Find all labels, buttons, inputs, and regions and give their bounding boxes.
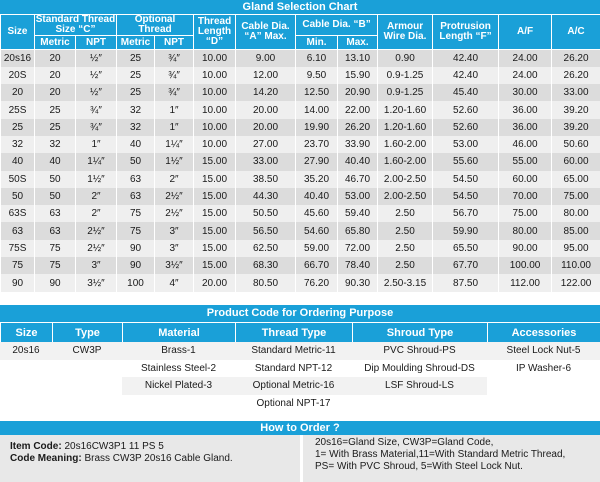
header-protrusion: Protrusion Length “F” (433, 15, 499, 50)
pc-header-type: Type (53, 323, 123, 343)
cell-thread-length: 15.00 (194, 171, 236, 188)
cell-npt: 2″ (76, 205, 117, 222)
table-row (1, 119, 600, 136)
cell-thread-length: 15.00 (194, 257, 236, 274)
cell-armour: 0.9-1.25 (378, 84, 433, 101)
explanation-line: 20s16=Gland Size, CW3P=Gland Code, (315, 437, 494, 448)
cell-protrusion: 87.50 (433, 274, 499, 291)
header-cable-dia-a: Cable Dia. “A” Max. (236, 15, 296, 50)
header-max: Max. (338, 36, 378, 50)
cell-armour: 1.60-2.00 (378, 136, 433, 153)
cell-thread-length: 15.00 (194, 153, 236, 170)
cell-protrusion: 54.50 (433, 171, 499, 188)
cell-opt-npt: 3″ (155, 240, 194, 257)
cell-opt-metric: 32 (117, 101, 155, 118)
header-opt-npt: NPT (155, 36, 194, 50)
cell-opt-npt: 4″ (155, 274, 194, 291)
cell-af: 55.00 (499, 153, 552, 170)
cell-cable-a: 9.00 (236, 50, 296, 67)
cell-opt-metric: 75 (117, 205, 155, 222)
cell-ac: 85.00 (552, 222, 600, 239)
cell-protrusion: 53.00 (433, 136, 499, 153)
cell-npt: 3″ (76, 257, 117, 274)
cell-armour: 2.50 (378, 205, 433, 222)
cell-cable-b-min: 40.40 (296, 188, 338, 205)
cell-cable-b-min: 59.00 (296, 240, 338, 257)
cell-cable-b-max: 22.00 (338, 101, 378, 118)
cell-thread-length: 15.00 (194, 240, 236, 257)
cell-size: 50S (1, 171, 35, 188)
header-cable-dia-b: Cable Dia. “B” (296, 15, 378, 36)
cell-cable-b-min: 66.70 (296, 257, 338, 274)
pc-option-thread-type: Standard NPT-12 (235, 360, 352, 378)
cell-thread-length: 15.00 (194, 188, 236, 205)
table-row (1, 188, 600, 205)
table-row (1, 101, 600, 118)
cell-opt-metric: 40 (117, 136, 155, 153)
cell-size: 25S (1, 101, 35, 118)
product-code-options (0, 342, 600, 417)
cell-af: 24.00 (499, 67, 552, 84)
cell-npt: 1¼″ (76, 153, 117, 170)
cell-size: 75S (1, 240, 35, 257)
header-metric: Metric (35, 36, 76, 50)
cell-ac: 26.20 (552, 50, 600, 67)
cell-af: 100.00 (499, 257, 552, 274)
pc-option-shroud-type: Dip Moulding Shroud-DS (352, 360, 487, 378)
cell-opt-metric: 75 (117, 222, 155, 239)
cell-protrusion: 56.70 (433, 205, 499, 222)
cell-metric: 63 (35, 222, 76, 239)
cell-size: 63 (1, 222, 35, 239)
cell-ac: 33.00 (552, 84, 600, 101)
cell-size: 50 (1, 188, 35, 205)
header-npt: NPT (76, 36, 117, 50)
cell-ac: 60.00 (552, 153, 600, 170)
cell-opt-npt: 3½″ (155, 257, 194, 274)
cell-size: 63S (1, 205, 35, 222)
cell-npt: 1″ (76, 136, 117, 153)
cell-cable-b-max: 59.40 (338, 205, 378, 222)
cell-opt-npt: ¾″ (155, 67, 194, 84)
cell-opt-metric: 32 (117, 119, 155, 136)
cell-cable-b-max: 15.90 (338, 67, 378, 84)
cell-cable-b-min: 9.50 (296, 67, 338, 84)
cell-cable-b-min: 35.20 (296, 171, 338, 188)
table-row (1, 136, 600, 153)
cell-npt: ½″ (76, 84, 117, 101)
table-row (1, 274, 600, 291)
how-to-order-title: How to Order ? (0, 421, 600, 435)
cell-cable-b-min: 54.60 (296, 222, 338, 239)
cell-af: 70.00 (499, 188, 552, 205)
pc-accessories-column (487, 342, 600, 377)
pc-option-thread-type: Optional NPT-17 (235, 395, 352, 413)
cell-armour: 0.90 (378, 50, 433, 67)
cell-opt-metric: 63 (117, 171, 155, 188)
cell-armour: 2.00-2.50 (378, 171, 433, 188)
cell-cable-b-max: 78.40 (338, 257, 378, 274)
pc-option-material: Stainless Steel-2 (122, 360, 235, 378)
cell-ac: 50.60 (552, 136, 600, 153)
cell-metric: 40 (35, 153, 76, 170)
header-standard-thread: Standard Thread Size “C” (35, 14, 116, 35)
cell-af: 36.00 (499, 101, 552, 118)
cell-opt-npt: 1¼″ (155, 136, 194, 153)
cell-ac: 75.00 (552, 188, 600, 205)
cell-cable-b-max: 33.90 (338, 136, 378, 153)
item-code-value: 20s16CW3P1 11 PS 5 (64, 441, 164, 452)
cell-npt: ½″ (76, 50, 117, 67)
pc-size-column (0, 342, 52, 360)
explanation-line: PS= With PVC Shroud, 5=With Steel Lock Nut. (315, 461, 523, 472)
cell-cable-a: 80.50 (236, 274, 296, 291)
cell-opt-metric: 90 (117, 257, 155, 274)
cell-ac: 122.00 (552, 274, 600, 291)
cell-opt-metric: 63 (117, 188, 155, 205)
cell-metric: 50 (35, 171, 76, 188)
cell-af: 30.00 (499, 84, 552, 101)
cell-metric: 75 (35, 257, 76, 274)
cell-protrusion: 52.60 (433, 119, 499, 136)
pc-type-column (52, 342, 122, 360)
cell-opt-npt: 2″ (155, 171, 194, 188)
pc-option-material: Nickel Plated-3 (122, 377, 235, 395)
pc-option-accessories: Steel Lock Nut-5 (487, 342, 600, 360)
cell-thread-length: 10.00 (194, 136, 236, 153)
cell-cable-a: 20.00 (236, 101, 296, 118)
cell-cable-a: 20.00 (236, 119, 296, 136)
cell-npt: ½″ (76, 67, 117, 84)
cell-armour: 1.60-2.00 (378, 153, 433, 170)
cell-size: 32 (1, 136, 35, 153)
cell-cable-b-max: 72.00 (338, 240, 378, 257)
cell-size: 90 (1, 274, 35, 291)
cell-cable-b-max: 26.20 (338, 119, 378, 136)
cell-npt: 2½″ (76, 240, 117, 257)
cell-metric: 20 (35, 67, 76, 84)
cell-af: 46.00 (499, 136, 552, 153)
cell-ac: 95.00 (552, 240, 600, 257)
cell-thread-length: 10.00 (194, 101, 236, 118)
cell-cable-b-max: 90.30 (338, 274, 378, 291)
header-opt-metric: Metric (117, 36, 155, 50)
cell-cable-a: 62.50 (236, 240, 296, 257)
cell-armour: 2.50 (378, 257, 433, 274)
cell-protrusion: 67.70 (433, 257, 499, 274)
cell-size: 25 (1, 119, 35, 136)
cell-thread-length: 10.00 (194, 50, 236, 67)
cell-armour: 2.00-2.50 (378, 188, 433, 205)
cell-size: 20 (1, 84, 35, 101)
cell-size: 20S (1, 67, 35, 84)
table-row (1, 50, 600, 67)
explanation-line: 1= With Brass Material,11=With Standard Metric Thread, (315, 449, 566, 460)
cell-metric: 75 (35, 240, 76, 257)
cell-opt-metric: 100 (117, 274, 155, 291)
table-row (1, 240, 600, 257)
pc-option-shroud-type: LSF Shroud-LS (352, 377, 487, 395)
cell-protrusion: 52.60 (433, 101, 499, 118)
cell-npt: 3½″ (76, 274, 117, 291)
pc-option-shroud-type: PVC Shroud-PS (352, 342, 487, 360)
cell-protrusion: 45.40 (433, 84, 499, 101)
cell-metric: 20 (35, 84, 76, 101)
product-code-header (0, 322, 600, 343)
code-meaning-label: Code Meaning: (10, 453, 82, 464)
cell-metric: 50 (35, 188, 76, 205)
pc-header-accessories: Accessories (488, 323, 600, 343)
cell-cable-b-min: 27.90 (296, 153, 338, 170)
table-row (1, 67, 600, 84)
pc-header-size: Size (1, 323, 53, 343)
cell-size: 40 (1, 153, 35, 170)
cell-ac: 39.20 (552, 119, 600, 136)
pc-material-column (122, 342, 235, 395)
cell-cable-b-min: 76.20 (296, 274, 338, 291)
cell-protrusion: 42.40 (433, 50, 499, 67)
cell-opt-metric: 25 (117, 67, 155, 84)
cell-af: 60.00 (499, 171, 552, 188)
cell-npt: 2½″ (76, 222, 117, 239)
cell-cable-b-min: 45.60 (296, 205, 338, 222)
item-code-label: Item Code: (10, 441, 62, 452)
pc-thread-column (235, 342, 352, 412)
cell-ac: 110.00 (552, 257, 600, 274)
table-row (1, 205, 600, 222)
cell-af: 24.00 (499, 50, 552, 67)
cell-armour: 1.20-1.60 (378, 101, 433, 118)
gland-chart-title: Gland Selection Chart (0, 0, 600, 14)
cell-metric: 25 (35, 101, 76, 118)
cell-cable-b-max: 20.90 (338, 84, 378, 101)
pc-option-thread-type: Optional Metric-16 (235, 377, 352, 395)
cell-metric: 63 (35, 205, 76, 222)
cell-cable-b-max: 65.80 (338, 222, 378, 239)
cell-af: 75.00 (499, 205, 552, 222)
cell-af: 36.00 (499, 119, 552, 136)
cell-af: 112.00 (499, 274, 552, 291)
order-example (0, 435, 300, 482)
cell-opt-npt: 1″ (155, 101, 194, 118)
cell-cable-a: 12.00 (236, 67, 296, 84)
cell-cable-b-min: 23.70 (296, 136, 338, 153)
cell-opt-npt: 1″ (155, 119, 194, 136)
cell-cable-b-max: 40.40 (338, 153, 378, 170)
cell-opt-npt: 3″ (155, 222, 194, 239)
header-min: Min. (296, 36, 338, 50)
cell-opt-npt: ¾″ (155, 84, 194, 101)
code-meaning-value: Brass CW3P 20s16 Cable Gland. (84, 453, 233, 464)
cell-protrusion: 59.90 (433, 222, 499, 239)
how-to-order-panel (0, 435, 600, 482)
code-explanation (303, 435, 600, 482)
cell-cable-a: 27.00 (236, 136, 296, 153)
cell-armour: 1.20-1.60 (378, 119, 433, 136)
cell-cable-b-min: 14.00 (296, 101, 338, 118)
cell-ac: 26.20 (552, 67, 600, 84)
table-row (1, 171, 600, 188)
cell-cable-a: 68.30 (236, 257, 296, 274)
cell-cable-b-max: 53.00 (338, 188, 378, 205)
header-size: Size (1, 15, 35, 50)
cell-opt-metric: 50 (117, 153, 155, 170)
cell-armour: 2.50 (378, 222, 433, 239)
cell-cable-b-min: 12.50 (296, 84, 338, 101)
table-row (1, 153, 600, 170)
cell-armour: 2.50 (378, 240, 433, 257)
cell-cable-b-max: 46.70 (338, 171, 378, 188)
pc-shroud-column (352, 342, 487, 395)
cell-cable-a: 14.20 (236, 84, 296, 101)
cell-cable-a: 44.30 (236, 188, 296, 205)
header-thread-length: Thread Length “D” (194, 15, 236, 50)
pc-header-shroud-type: Shroud Type (353, 323, 488, 343)
cell-metric: 32 (35, 136, 76, 153)
cell-npt: ¾″ (76, 119, 117, 136)
cell-protrusion: 42.40 (433, 67, 499, 84)
cell-protrusion: 55.60 (433, 153, 499, 170)
cell-cable-a: 38.50 (236, 171, 296, 188)
cell-thread-length: 10.00 (194, 67, 236, 84)
cell-cable-a: 56.50 (236, 222, 296, 239)
cell-thread-length: 10.00 (194, 84, 236, 101)
cell-opt-npt: ¾″ (155, 50, 194, 67)
cell-metric: 25 (35, 119, 76, 136)
table-row (1, 222, 600, 239)
cell-opt-metric: 90 (117, 240, 155, 257)
pc-option-thread-type: Standard Metric-11 (235, 342, 352, 360)
header-armour-wire: Armour Wire Dia. (378, 15, 433, 50)
cell-ac: 39.20 (552, 101, 600, 118)
cell-thread-length: 15.00 (194, 222, 236, 239)
pc-option-size: 20s16 (0, 342, 52, 360)
cell-af: 80.00 (499, 222, 552, 239)
product-code-title: Product Code for Ordering Purpose (0, 305, 600, 322)
pc-header-thread-type: Thread Type (236, 323, 353, 343)
cell-ac: 65.00 (552, 171, 600, 188)
cell-thread-length: 15.00 (194, 205, 236, 222)
cell-metric: 20 (35, 50, 76, 67)
cell-metric: 90 (35, 274, 76, 291)
cell-cable-b-max: 13.10 (338, 50, 378, 67)
cell-ac: 80.00 (552, 205, 600, 222)
pc-option-material: Brass-1 (122, 342, 235, 360)
pc-option-accessories: IP Washer-6 (487, 360, 600, 378)
pc-header-material: Material (123, 323, 236, 343)
cell-opt-npt: 2½″ (155, 188, 194, 205)
table-row (1, 257, 600, 274)
table-row (1, 84, 600, 101)
header-optional-thread: Optional Thread (117, 15, 194, 36)
pc-option-type: CW3P (52, 342, 122, 360)
cell-thread-length: 20.00 (194, 274, 236, 291)
cell-size: 20s16 (1, 50, 35, 67)
cell-opt-metric: 25 (117, 84, 155, 101)
cell-npt: 1½″ (76, 171, 117, 188)
gland-selection-table (0, 14, 600, 292)
cell-af: 90.00 (499, 240, 552, 257)
item-code-line (10, 441, 300, 453)
cell-protrusion: 65.50 (433, 240, 499, 257)
header-af: A/F (499, 15, 552, 50)
cell-cable-b-min: 19.90 (296, 119, 338, 136)
header-ac: A/C (552, 15, 600, 50)
cell-opt-metric: 25 (117, 50, 155, 67)
cell-npt: 2″ (76, 188, 117, 205)
cell-armour: 2.50-3.15 (378, 274, 433, 291)
code-meaning-line (10, 453, 300, 465)
cell-npt: ¾″ (76, 101, 117, 118)
cell-protrusion: 54.50 (433, 188, 499, 205)
cell-opt-npt: 1½″ (155, 153, 194, 170)
cell-armour: 0.9-1.25 (378, 67, 433, 84)
cell-cable-a: 50.50 (236, 205, 296, 222)
cell-cable-b-min: 6.10 (296, 50, 338, 67)
cell-thread-length: 10.00 (194, 119, 236, 136)
cell-opt-npt: 2½″ (155, 205, 194, 222)
cell-cable-a: 33.00 (236, 153, 296, 170)
cell-size: 75 (1, 257, 35, 274)
